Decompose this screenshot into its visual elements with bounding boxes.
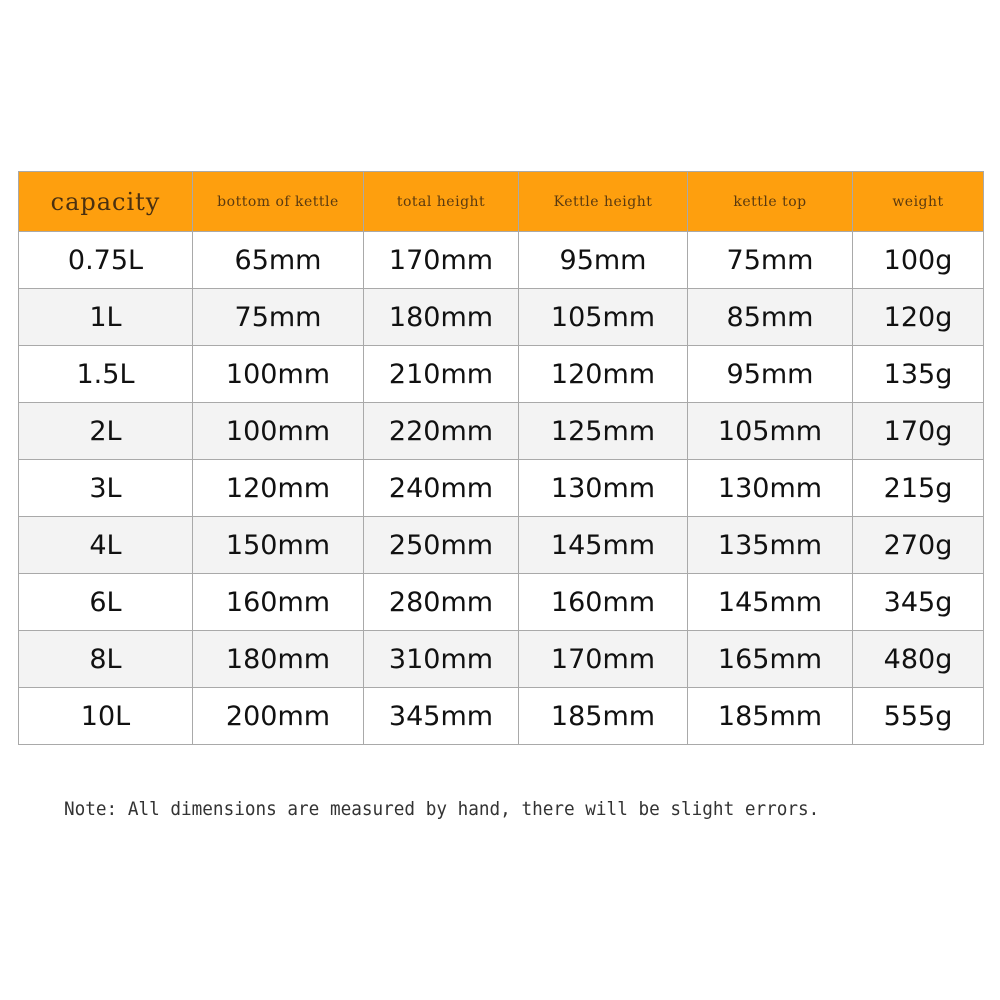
cell-kettle-top: 95mm	[688, 346, 853, 403]
cell-capacity: 1L	[19, 289, 193, 346]
cell-kettle-height: 185mm	[519, 688, 688, 745]
cell-bottom: 120mm	[193, 460, 364, 517]
cell-kettle-height: 145mm	[519, 517, 688, 574]
cell-total-height: 180mm	[364, 289, 519, 346]
cell-kettle-top: 165mm	[688, 631, 853, 688]
cell-kettle-height: 160mm	[519, 574, 688, 631]
table-row	[19, 574, 984, 631]
cell-capacity: 0.75L	[19, 232, 193, 289]
cell-capacity: 6L	[19, 574, 193, 631]
table-row	[19, 346, 984, 403]
cell-bottom: 75mm	[193, 289, 364, 346]
cell-kettle-top: 105mm	[688, 403, 853, 460]
cell-kettle-top: 75mm	[688, 232, 853, 289]
header-weight: weight	[853, 172, 984, 232]
cell-total-height: 240mm	[364, 460, 519, 517]
cell-kettle-top: 145mm	[688, 574, 853, 631]
measurement-note: Note: All dimensions are measured by hand, there will be slight errors.	[64, 798, 820, 820]
cell-kettle-height: 105mm	[519, 289, 688, 346]
cell-weight: 100g	[853, 232, 984, 289]
cell-kettle-top: 135mm	[688, 517, 853, 574]
table-row	[19, 403, 984, 460]
cell-bottom: 65mm	[193, 232, 364, 289]
table-row	[19, 688, 984, 745]
cell-weight: 480g	[853, 631, 984, 688]
header-capacity: capacity	[19, 172, 193, 232]
cell-kettle-height: 120mm	[519, 346, 688, 403]
table-row	[19, 631, 984, 688]
cell-total-height: 250mm	[364, 517, 519, 574]
cell-kettle-top: 85mm	[688, 289, 853, 346]
cell-bottom: 160mm	[193, 574, 364, 631]
cell-total-height: 345mm	[364, 688, 519, 745]
cell-bottom: 100mm	[193, 403, 364, 460]
table-row	[19, 517, 984, 574]
cell-weight: 120g	[853, 289, 984, 346]
cell-bottom: 200mm	[193, 688, 364, 745]
cell-capacity: 4L	[19, 517, 193, 574]
kettle-size-table	[18, 171, 984, 745]
cell-total-height: 220mm	[364, 403, 519, 460]
cell-bottom: 100mm	[193, 346, 364, 403]
header-bottom-of-kettle: bottom of kettle	[193, 172, 364, 232]
table-row	[19, 232, 984, 289]
cell-bottom: 150mm	[193, 517, 364, 574]
header-total-height: total height	[364, 172, 519, 232]
cell-weight: 555g	[853, 688, 984, 745]
table-row	[19, 460, 984, 517]
cell-capacity: 1.5L	[19, 346, 193, 403]
cell-weight: 270g	[853, 517, 984, 574]
header-row	[19, 172, 984, 232]
cell-capacity: 8L	[19, 631, 193, 688]
header-kettle-top: kettle top	[688, 172, 853, 232]
cell-total-height: 280mm	[364, 574, 519, 631]
cell-capacity: 2L	[19, 403, 193, 460]
cell-capacity: 10L	[19, 688, 193, 745]
cell-kettle-top: 130mm	[688, 460, 853, 517]
cell-total-height: 310mm	[364, 631, 519, 688]
cell-weight: 345g	[853, 574, 984, 631]
cell-weight: 170g	[853, 403, 984, 460]
cell-kettle-height: 170mm	[519, 631, 688, 688]
cell-bottom: 180mm	[193, 631, 364, 688]
cell-weight: 135g	[853, 346, 984, 403]
cell-kettle-height: 130mm	[519, 460, 688, 517]
cell-kettle-top: 185mm	[688, 688, 853, 745]
cell-kettle-height: 125mm	[519, 403, 688, 460]
cell-capacity: 3L	[19, 460, 193, 517]
table-row	[19, 289, 984, 346]
cell-kettle-height: 95mm	[519, 232, 688, 289]
cell-total-height: 170mm	[364, 232, 519, 289]
header-kettle-height: Kettle height	[519, 172, 688, 232]
cell-weight: 215g	[853, 460, 984, 517]
cell-total-height: 210mm	[364, 346, 519, 403]
